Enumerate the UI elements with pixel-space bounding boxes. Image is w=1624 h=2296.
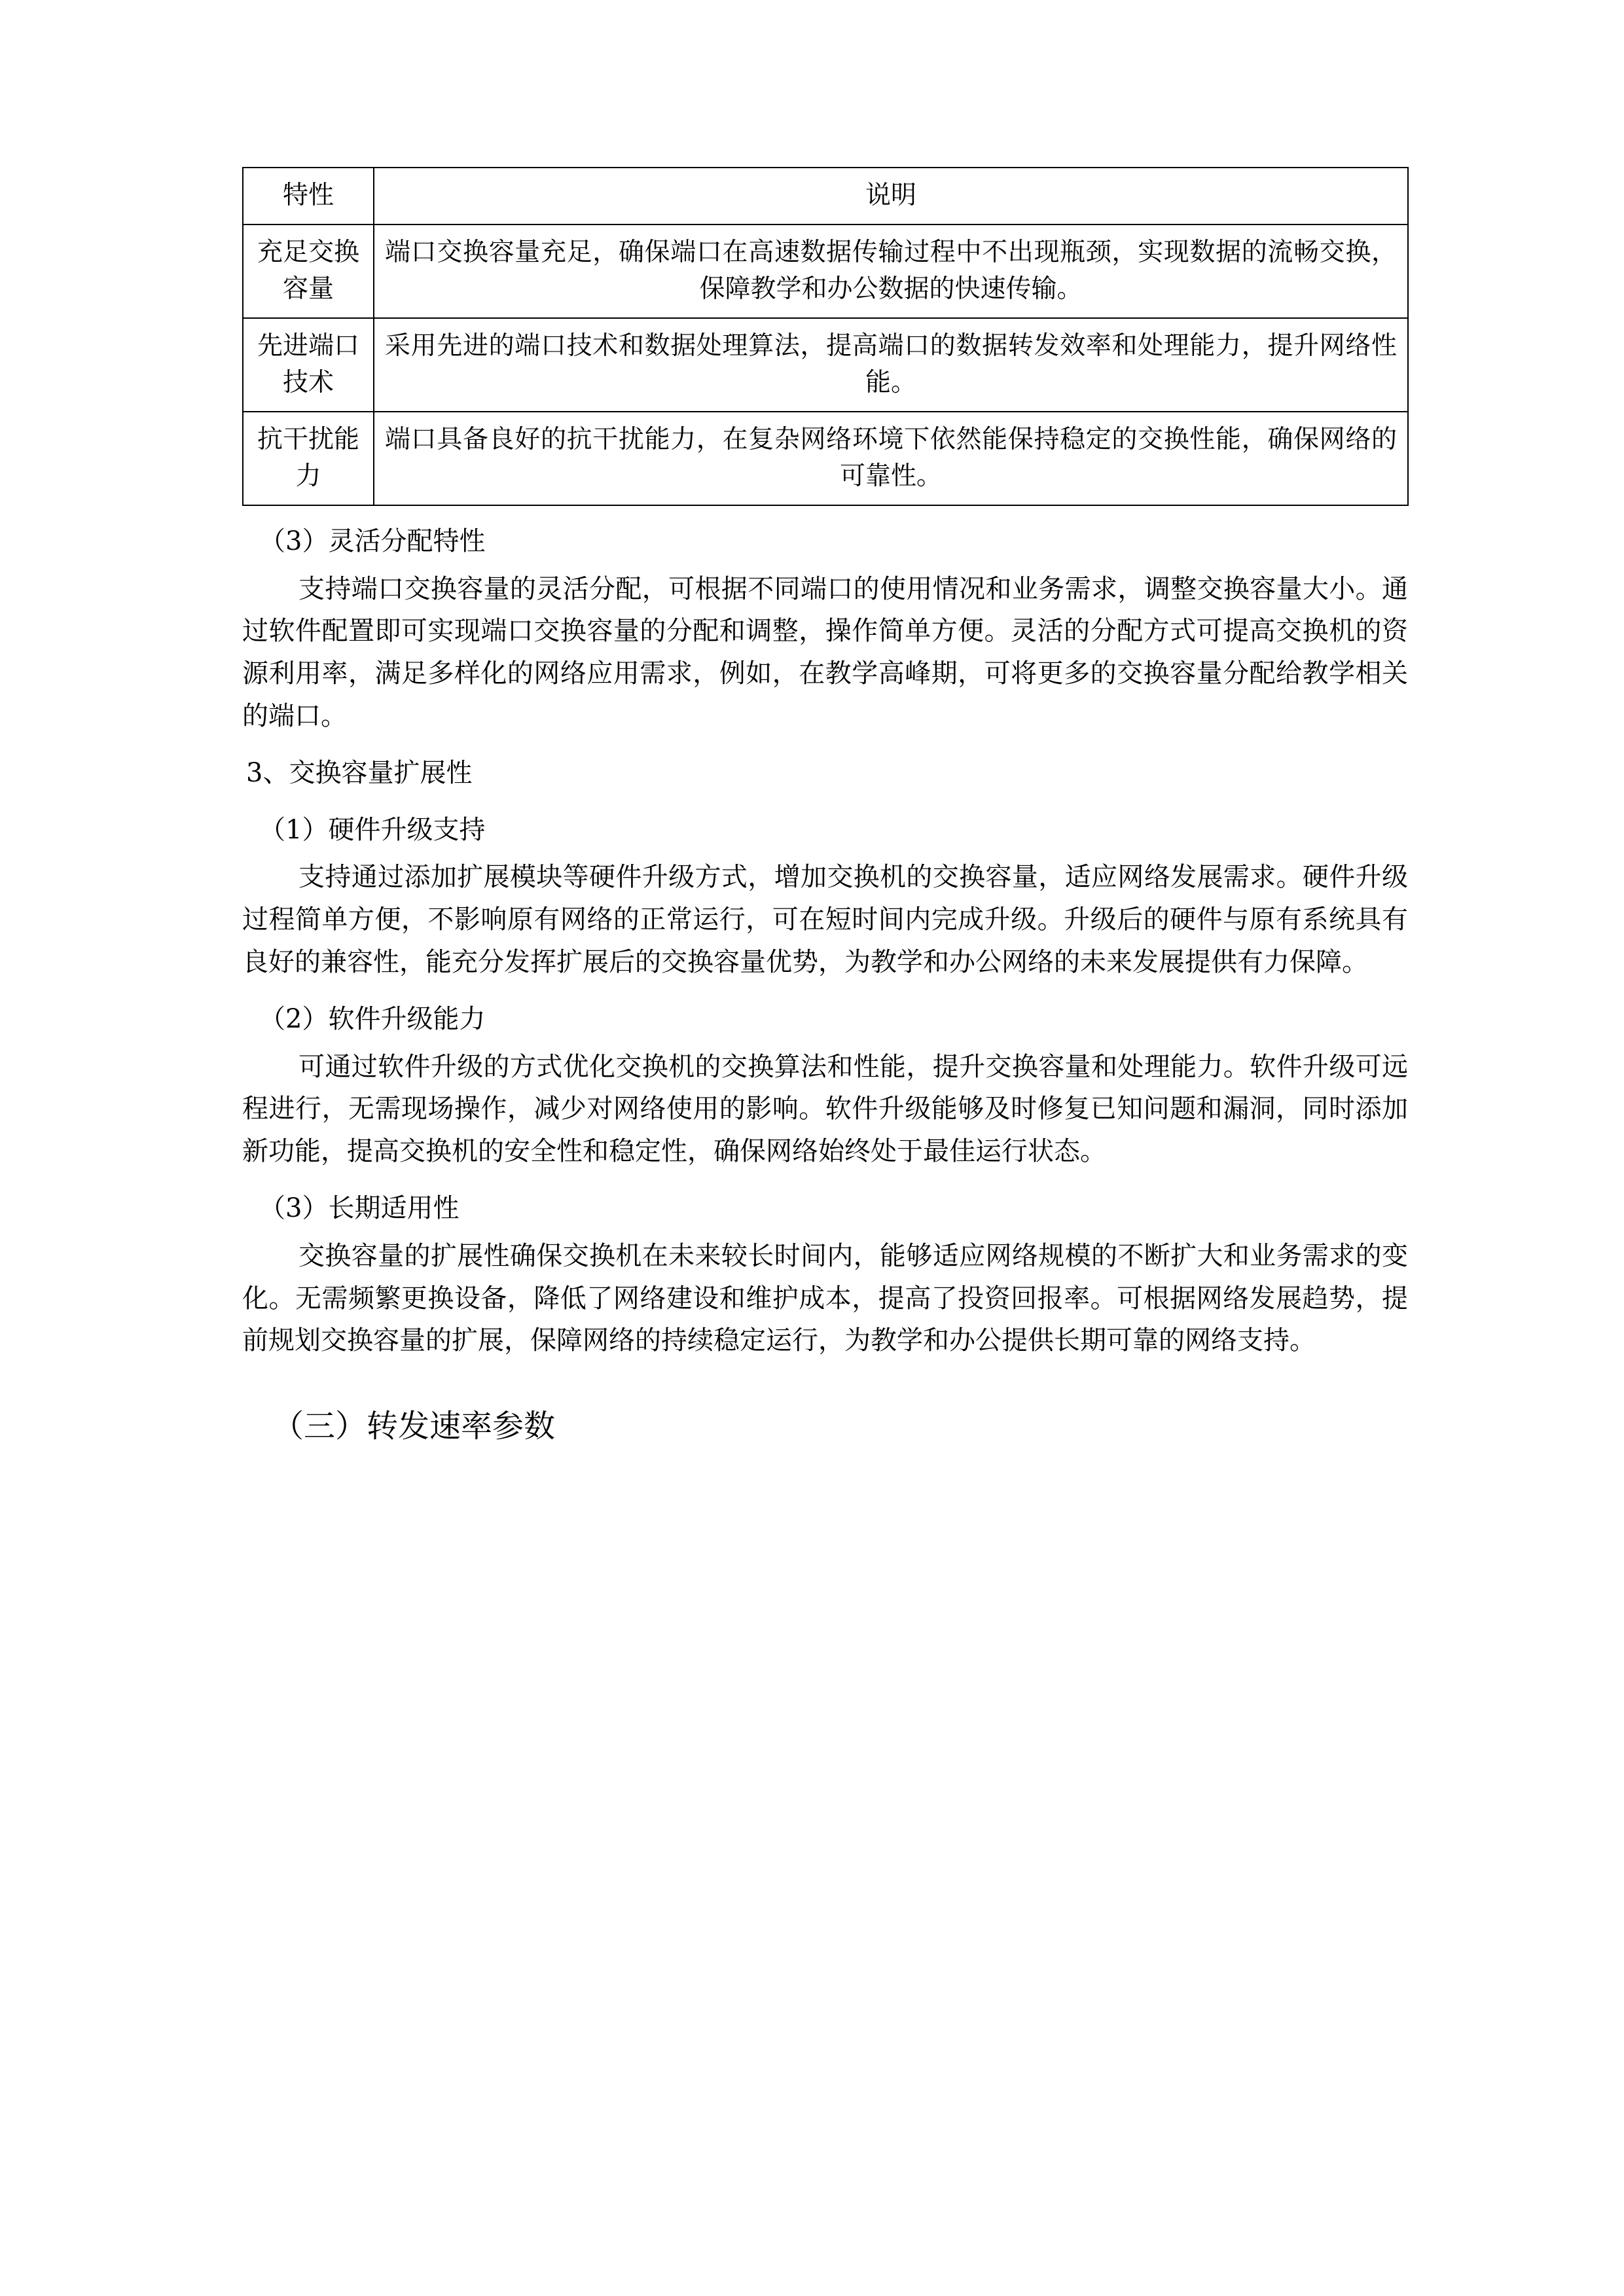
column-header-feature: 特性 (243, 168, 374, 224)
table-row (243, 224, 1408, 318)
subheading-flexible-allocation: （3）灵活分配特性 (259, 526, 486, 556)
cell-feature: 先进端口技术 (243, 318, 374, 412)
subheading-long-term-applicability: （3）长期适用性 (259, 1193, 460, 1223)
table-row (243, 412, 1408, 505)
paragraph-flexible-allocation: 支持端口交换容量的灵活分配，可根据不同端口的使用情况和业务需求，调整交换容量大小。通过软件配置即可实现端口交换容量的分配和调整，操作简单方便。灵活的分配方式可提高交换机的资源利用率，满足多样化的网络应用需求，例如，在教学高峰期，可将更多的交换容量分配给教学相关的端口。 (242, 573, 1408, 732)
feature-spec-table (242, 167, 1409, 506)
section-title-forwarding-rate: （三）转发速率参数 (272, 1408, 556, 1445)
cell-description: 端口具备良好的抗干扰能力，在复杂网络环境下依然能保持稳定的交换性能，确保网络的可靠性。 (374, 412, 1408, 505)
cell-feature: 充足交换容量 (243, 224, 374, 318)
cell-description: 采用先进的端口技术和数据处理算法，提高端口的数据转发效率和处理能力，提升网络性能。 (374, 318, 1408, 412)
cell-description: 端口交换容量充足，确保端口在高速数据传输过程中不出现瓶颈，实现数据的流畅交换，保障教学和办公数据的快速传输。 (374, 224, 1408, 318)
heading-scalability: 3、交换容量扩展性 (246, 757, 473, 788)
paragraph-software-upgrade: 可通过软件升级的方式优化交换机的交换算法和性能，提升交换容量和处理能力。软件升级可远程进行，无需现场操作，减少对网络使用的影响。软件升级能够及时修复已知问题和漏洞，同时添加新功能，提高交换机的安全性和稳定性，确保网络始终处于最佳运行状态。 (242, 1051, 1408, 1167)
subheading-hardware-upgrade: （1）硬件升级支持 (259, 814, 486, 845)
subheading-software-upgrade: （2）软件升级能力 (259, 1003, 486, 1034)
paragraph-hardware-upgrade: 支持通过添加扩展模块等硬件升级方式，增加交换机的交换容量，适应网络发展需求。硬件升级过程简单方便，不影响原有网络的正常运行，可在短时间内完成升级。升级后的硬件与原有系统具有良好的兼容性，能充分发挥扩展后的交换容量优势，为教学和办公网络的未来发展提供有力保障。 (242, 862, 1408, 977)
paragraph-long-term-applicability: 交换容量的扩展性确保交换机在未来较长时间内，能够适应网络规模的不断扩大和业务需求的变化。无需频繁更换设备，降低了网络建设和维护成本，提高了投资回报率。可根据网络发展趋势，提前规划交换容量的扩展，保障网络的持续稳定运行，为教学和办公提供长期可靠的网络支持。 (242, 1240, 1408, 1356)
table-row (243, 318, 1408, 412)
table-header-row (243, 168, 1408, 224)
column-header-description: 说明 (374, 168, 1408, 224)
cell-feature: 抗干扰能力 (243, 412, 374, 505)
